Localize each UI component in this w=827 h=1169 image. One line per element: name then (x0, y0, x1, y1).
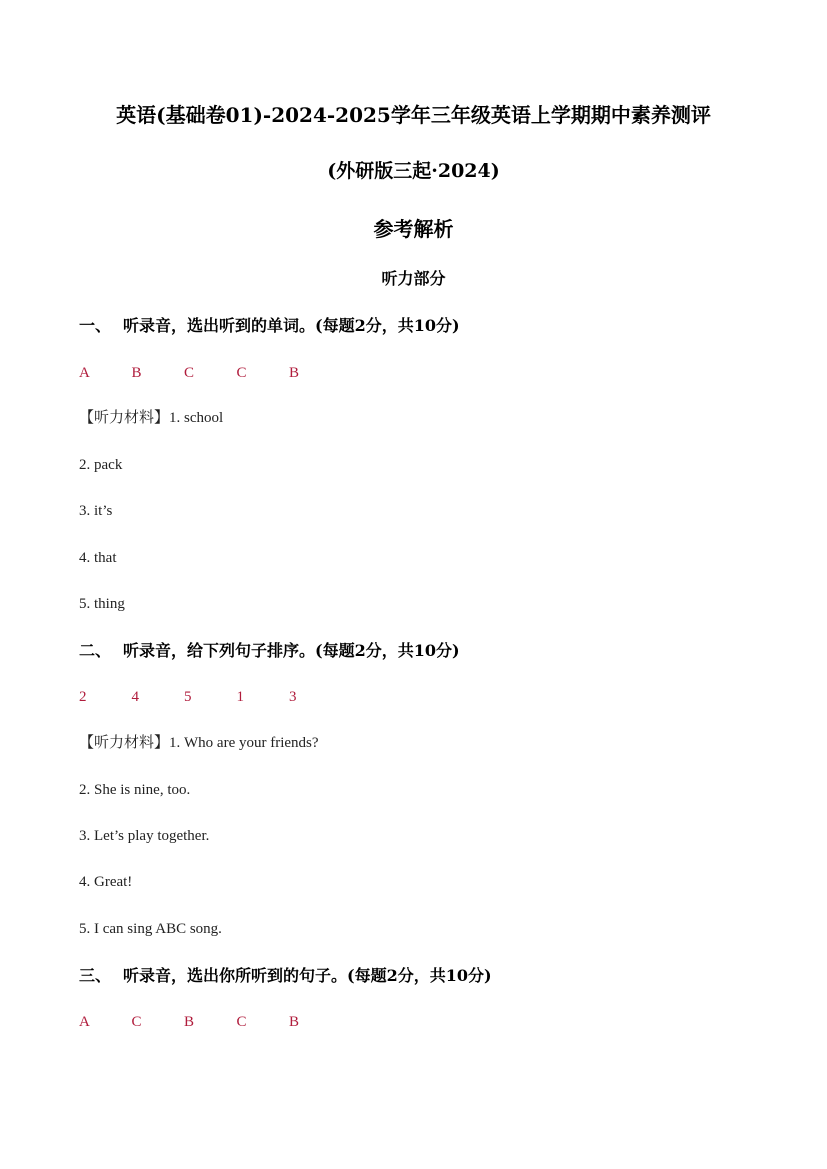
part-heading: 听力部分 (381, 269, 446, 288)
answer-item: 5 (184, 689, 192, 705)
material-item: 1. Who are your friends? (169, 735, 319, 751)
answer-item: B (131, 365, 142, 381)
answer-item: C (131, 1014, 142, 1030)
answer-item: C (236, 365, 247, 381)
section-1-number: 一、 (79, 316, 112, 335)
section-2-number: 二、 (79, 641, 112, 660)
section-2-answers (79, 690, 342, 705)
document-title: 英语(基础卷01)-2024-2025学年三年级英语上学期期中素养测评 (116, 103, 711, 127)
material-item: 2. pack (79, 457, 123, 473)
section-1-material-line (79, 410, 223, 426)
answer-item: A (79, 1014, 90, 1030)
section-3-title: 听录音，选出你所听到的句子。(每题2分，共10分) (123, 966, 492, 985)
answer-item: C (236, 1014, 247, 1030)
section-2-heading (79, 643, 460, 659)
section-3-number: 三、 (79, 966, 112, 985)
document-heading: 参考解析 (373, 217, 454, 241)
answer-item: 4 (131, 689, 139, 705)
material-item: 1. school (169, 410, 224, 426)
section-1-answers (79, 366, 342, 381)
material-item: 4. Great! (79, 874, 133, 890)
section-1-heading (79, 318, 460, 334)
answer-item: 1 (236, 689, 244, 705)
section-3-heading (79, 968, 492, 984)
material-item: 2. She is nine, too. (79, 782, 191, 798)
answer-item: B (289, 365, 300, 381)
answer-item: A (79, 365, 90, 381)
material-item: 4. that (79, 550, 117, 566)
answer-item: 3 (289, 689, 297, 705)
section-2-material-line (79, 735, 319, 751)
material-item: 5. thing (79, 596, 125, 612)
material-tag: 【听力材料】 (79, 733, 170, 751)
material-item: 3. it’s (79, 503, 113, 519)
answer-item: 2 (79, 689, 87, 705)
material-item: 5. I can sing ABC song. (79, 921, 222, 937)
document-subtitle: (外研版三起·2024) (327, 160, 500, 182)
section-2-title: 听录音，给下列句子排序。(每题2分，共10分) (123, 641, 460, 660)
section-1-title: 听录音，选出听到的单词。(每题2分，共10分) (123, 316, 460, 335)
answer-item: B (184, 1014, 195, 1030)
answer-item: C (184, 365, 195, 381)
answer-item: B (289, 1014, 300, 1030)
section-3-answers (79, 1015, 342, 1030)
material-item: 3. Let’s play together. (79, 828, 210, 844)
material-tag: 【听力材料】 (79, 408, 170, 426)
